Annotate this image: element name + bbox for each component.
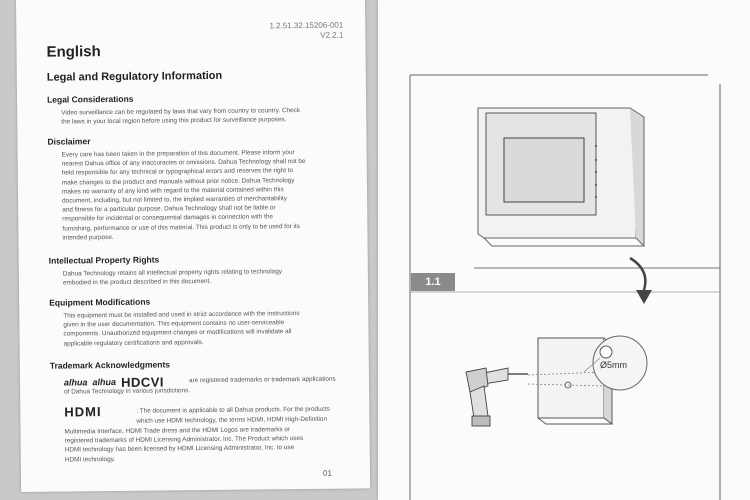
document-id-code: 1.2.51.32.15206-001 bbox=[269, 20, 344, 31]
text-line: document, including, but not limited to, the implied warranties of merchantability bbox=[62, 195, 287, 205]
installation-illustration bbox=[378, 0, 750, 500]
monitor-icon bbox=[478, 108, 644, 246]
text-line: embodied in the product described in this document. bbox=[62, 278, 212, 287]
right-manual-page bbox=[378, 0, 750, 500]
text-line: Video surveillance can be regulated by laws that vary from country to country. Check bbox=[61, 107, 301, 117]
dahua-logo: alhua bbox=[63, 377, 88, 388]
trademark-text: are registered trademarks or trademark applications bbox=[188, 375, 336, 385]
hdmi-text: which use HDMI technology, the terms HDMI, HDMI High-Definition bbox=[136, 415, 328, 425]
text-line: given in the user documentation. This equipment contains no user-serviceable bbox=[63, 319, 285, 329]
disclaimer-text bbox=[62, 148, 347, 243]
diameter-label: Ø5mm bbox=[600, 360, 627, 370]
text-line: makes no warranty of any kind with regard to the material contained within this bbox=[61, 186, 284, 196]
text-line: Multimedia Interface, HDMI Trade dress and the HDMI Logos are trademarks or bbox=[64, 426, 291, 436]
arrow-down-icon bbox=[630, 258, 652, 304]
left-manual-page bbox=[16, 0, 370, 492]
language-heading: English bbox=[46, 43, 101, 61]
text-line: the laws in your local region before using this product for surveillance purposes. bbox=[61, 116, 287, 126]
disclaimer-heading: Disclaimer bbox=[47, 136, 91, 147]
text-line: components. Unauthorized equipment changes or modifications will invalidate all bbox=[63, 328, 292, 338]
text-line: This equipment must be installed and used in strict accordance with the instructions bbox=[63, 310, 300, 320]
step-badge: 1.1 bbox=[411, 273, 455, 291]
text-line: registered trademarks of HDMI Licensing Administrator, Inc. The Product which uses bbox=[64, 435, 304, 445]
hdmi-text: : The document is applicable to all Dahua products. For the products bbox=[136, 405, 330, 415]
hdmi-text-block bbox=[64, 424, 356, 464]
text-line: responsible for incidental or consequential damages in connection with the bbox=[62, 213, 273, 223]
legal-considerations-text bbox=[61, 106, 345, 127]
document-version: V2.2.1 bbox=[320, 30, 344, 40]
text-line: Dahua Technology retains all intellectual property rights relating to technology bbox=[62, 268, 282, 278]
document-id bbox=[269, 21, 343, 42]
main-heading: Legal and Regulatory Information bbox=[46, 69, 223, 84]
hdmi-logo: HDMI bbox=[64, 404, 102, 420]
text-line: nearest Dahua office of any inaccuracies or omissions. Dahua Technology shall not be bbox=[61, 158, 306, 168]
text-line: Every care has been taken in the preparation of this document. Please inform your bbox=[61, 149, 295, 159]
text-line: applicable regulatory certifications and approvals. bbox=[63, 338, 204, 348]
dahua-logo: alhua bbox=[92, 376, 117, 388]
text-line: held responsible for any technical or typographical errors and reserves the right to bbox=[61, 167, 294, 177]
equipment-modifications-text bbox=[63, 309, 347, 349]
trademark-heading: Trademark Acknowledgments bbox=[49, 359, 171, 371]
text-line: furnishing, performance or use of this material. This product is only to be used for its bbox=[62, 222, 300, 233]
legal-considerations-heading: Legal Considerations bbox=[46, 93, 134, 105]
drill-icon bbox=[466, 368, 528, 426]
text-line: HDMI technology. bbox=[64, 455, 116, 464]
text-line: make changes to the product and manuals without prior notice. Dahua Technology bbox=[61, 176, 295, 187]
text-line: intended purpose. bbox=[62, 233, 114, 242]
text-line: and fitness for a particular purpose. Dahua Technology shall not be liable or bbox=[62, 204, 276, 214]
equipment-modifications-heading: Equipment Modifications bbox=[49, 296, 151, 308]
page-number: 01 bbox=[322, 468, 332, 478]
text-line: HDMI technology has been licensed by HDMI Licensing Administrator, Inc. to use bbox=[64, 444, 295, 454]
ip-rights-heading: Intellectual Property Rights bbox=[48, 254, 160, 266]
hdcvi-logo: HDCVI bbox=[120, 373, 165, 390]
ip-rights-text bbox=[63, 267, 347, 288]
trademark-text: of Dahua Technology in various jurisdictions. bbox=[64, 387, 191, 396]
